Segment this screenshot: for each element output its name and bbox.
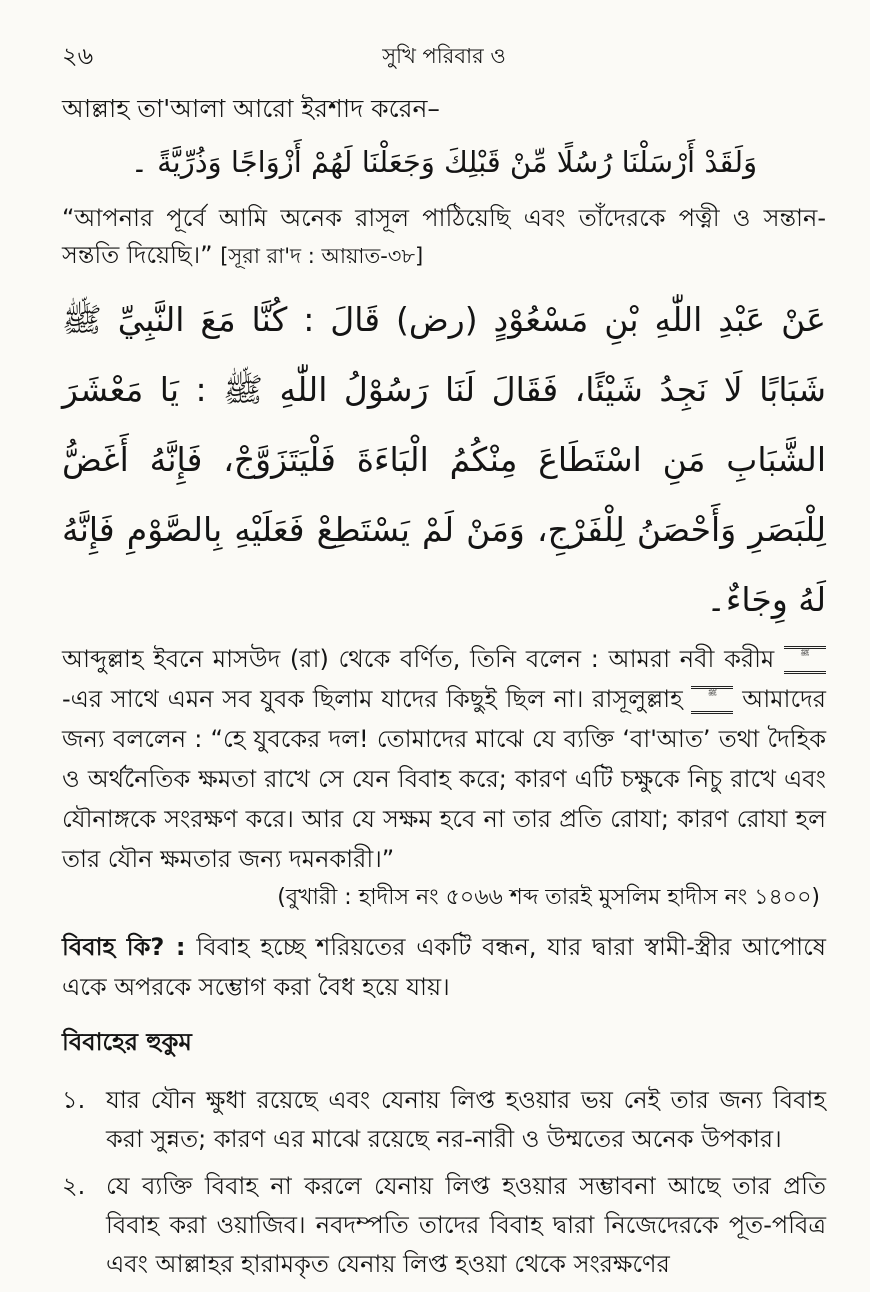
hadith-reference: (বুখারী : হাদীস নং ৫০৬৬ শব্দ তারই মুসলিম হাদীস নং ১৪০০) (277, 885, 820, 910)
hadith-translation (62, 639, 826, 879)
page-header (62, 38, 826, 70)
definition-text: বিবাহ হচ্ছে শরিয়তের একটি বন্ধন, যার দ্বারা স্বামী-স্ত্রীর আপোষে একে অপরকে সম্ভোগ করা বৈধ হয়ে যায়। (62, 933, 827, 1001)
page-number: ২৬ (62, 42, 94, 70)
section-heading: বিবাহের হুকুম (62, 1028, 192, 1056)
quran-verse-arabic: وَلَقَدْ أَرْسَلْنَا رُسُلًا مِّنْ قَبْلِكَ وَجَعَلْنَا لَهُمْ أَزْوَاجًا وَذُرِّيَّةً ۔ (130, 145, 758, 179)
hadith-translation-part3: আমাদের জন্য বললেন : “হে যুবকের দল! তোমাদের মাঝে যে ব্যক্তি ‘বা'আত’ তথা দৈহিক ও অর্থনৈতিক ক্ষমতা রাখে সে যেন বিবাহ করে; কারণ এটি চক্ষুকে নিচু রাখে এবং যৌনাঙ্গকে সংরক্ষণ করে। আর যে সক্ষম হবে না তার প্রতি রোযা; কারণ রোযা হল তার যৌন ক্ষমতার জন্য দমনকারী।” (62, 685, 826, 873)
rulings-list (62, 1081, 826, 1284)
salawat-calligraphy-icon: ﷺ (784, 646, 826, 674)
running-title: সুখি পরিবার ও (382, 44, 506, 68)
page-content (62, 92, 826, 1292)
list-item (62, 1081, 826, 1159)
marriage-definition (62, 927, 826, 1007)
verse-translation-text: “আপনার পূর্বে আমি অনেক রাসূল পাঠিয়েছি এবং তাঁদেরকে পত্নী ও সন্তান-সন্ততি দিয়েছি।” (62, 204, 826, 269)
list-item-number: ২. (62, 1171, 86, 1200)
verse-citation: [সূরা রা'দ : আয়াত-৩৮] (220, 244, 424, 268)
list-item-text: যার যৌন ক্ষুধা রয়েছে এবং যেনায় লিপ্ত হওয়ার ভয় নেই তার জন্য বিবাহ করা সুন্নত; কারণ এর মাঝে রয়েছে নর-নারী ও উম্মতের অনেক উপকার। (106, 1085, 826, 1153)
list-item-number: ১. (62, 1085, 86, 1114)
hadith-translation-part2: -এর সাথে এমন সব যুবক ছিলাম যাদের কিছুই ছিল না। রাসূলুল্লাহ (62, 685, 683, 713)
salawat-calligraphy-icon: ﷺ (691, 686, 733, 714)
verse-translation (62, 200, 826, 275)
hadith-arabic: عَنْ عَبْدِ اللّٰهِ بْنِ مَسْعُوْدٍ (رض) قَالَ : كُنَّا مَعَ النَّبِيِّ ﷺ شَبَابًا لَا نَجِدُ شَيْئًا، فَقَالَ لَنَا رَسُوْلُ اللّٰهِ ﷺ : يَا مَعْشَرَ الشَّبَابِ مَنِ اسْتَطَاعَ مِنْكُمُ الْبَاءَةَ فَلْيَتَزَوَّجْ، فَإِنَّهُ أَغَضُّ لِلْبَصَرِ وَأَحْصَنُ لِلْفَرْجِ، وَمَنْ لَمْ يَسْتَطِعْ فَعَلَيْهِ بِالصَّوْمِ فَإِنَّهُ لَهُ وِجَاءٌ۔ (62, 300, 826, 619)
definition-term: বিবাহ কি? : (62, 933, 186, 961)
list-item-text: যে ব্যক্তি বিবাহ না করলে যেনায় লিপ্ত হওয়ার সম্ভাবনা আছে তার প্রতি বিবাহ করা ওয়াজিব। নবদম্পতি তাদের বিবাহ দ্বারা নিজেদেরকে পূত-পবিত্র এবং আল্লাহর হারামকৃত যেনায় লিপ্ত হওয়া থেকে সংরক্ষণের (106, 1171, 826, 1278)
intro-line: আল্লাহ তা'আলা আরো ইরশাদ করেন– (62, 94, 440, 123)
hadith-translation-part1: আব্দুল্লাহ ইবনে মাসউদ (রা) থেকে বর্ণিত, তিনি বলেন : আমরা নবী করীম (62, 645, 775, 673)
list-item (62, 1167, 826, 1284)
